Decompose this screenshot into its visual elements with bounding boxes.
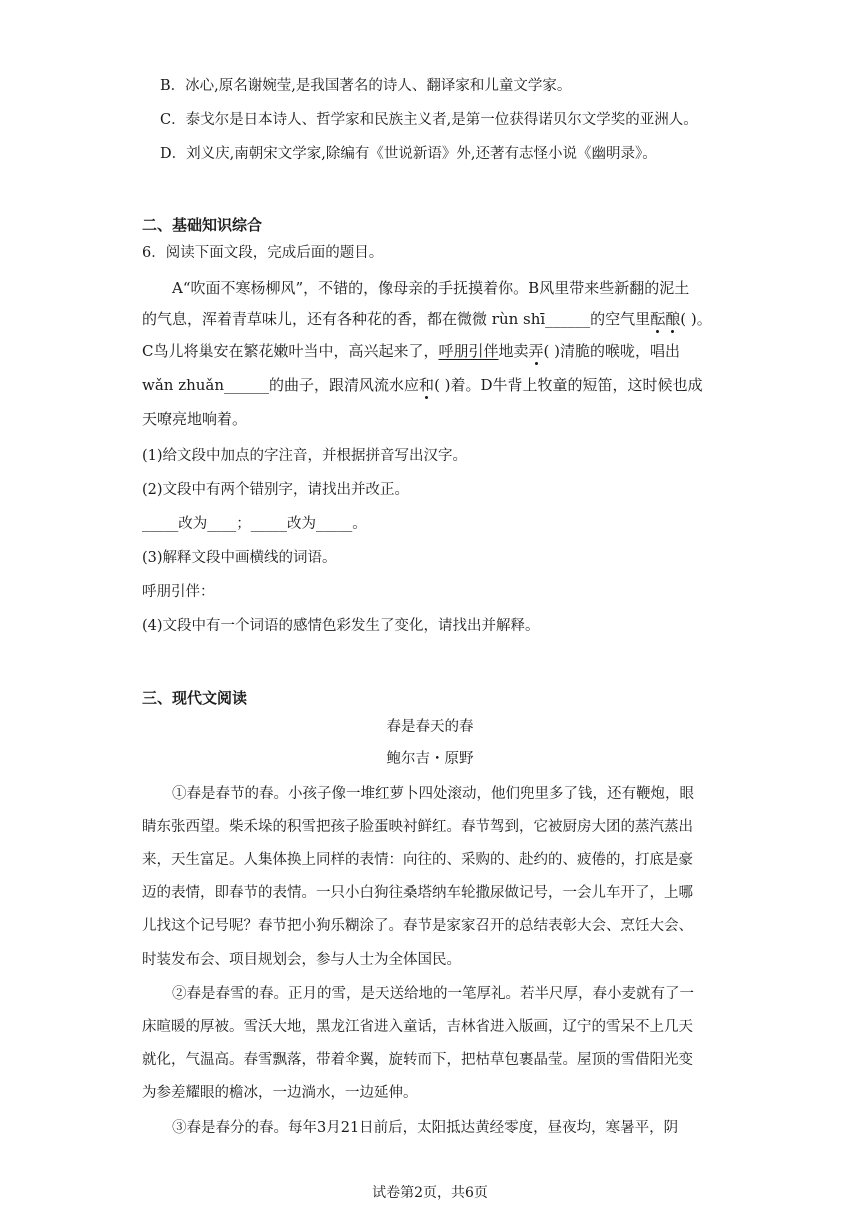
passage-line-2 (142, 308, 712, 329)
dotted-char: 和 (419, 376, 435, 394)
sub-question-3-term: 呼朋引伴： (142, 584, 215, 600)
passage-line-3 (142, 340, 680, 361)
sub-question-1: (1)给文段中加点的字注音，并根据拼音写出汉字。 (142, 448, 468, 464)
paragraph-2-line: ②春是春雪的春。正月的雪，是天送给地的一笔厚礼。若半尺厚，春小麦就有了一 (172, 986, 694, 1002)
sub-question-4: (4)文段中有一个词语的感情色彩发生了变化，请找出并解释。 (142, 618, 540, 634)
paragraph-1-line: 时装发布会、项目规划会，参与人士为全体国民。 (142, 952, 461, 968)
passage-line-4-text: wǎn zhuǎn______的曲子，跟清风流水应 (142, 376, 420, 394)
paragraph-3-line: ③春是春分的春。每年3月21日前后，太阳抵达黄经零度，昼夜均，寒暑平，阴 (172, 1120, 679, 1136)
sub-question-3: (3)解释文段中画横线的词语。 (142, 550, 337, 566)
section-2-heading: 二、基础知识综合 (142, 216, 263, 234)
paragraph-2-line: 就化，气温高。春雪飘落，带着伞翼，旋转而下，把枯草包裹晶莹。屋顶的雪借阳光变 (142, 1052, 693, 1068)
paragraph-1-line: ①春是春节的春。小孩子像一堆红萝卜四处滚动，他们兜里多了钱，还有鞭炮，眼 (172, 786, 694, 802)
paragraph-1-line: 儿找这个记号呢？春节把小狗乐糊涂了。春节是家家召开的总结表彰大会、烹饪大会、 (142, 918, 693, 934)
article-author: 鲍尔吉・原野 (386, 751, 474, 767)
passage-line-2-text: 的气息，浑着青草味儿，还有各种花的香，都在微微 rùn shī______的空气里 (142, 310, 651, 328)
question-6-prompt: 6．阅读下面文段，完成后面的题目。 (142, 245, 384, 261)
dotted-char: 酿 (665, 310, 681, 328)
sub-question-2-blanks: _____改为____；_____改为_____。 (142, 516, 367, 532)
passage-line-3-text: C鸟儿将巢安在繁花嫩叶当中，高兴起来了， (142, 342, 439, 360)
option-d: D．刘义庆,南朝宋文学家,除编有《世说新语》外,还著有志怪小说《幽明录》。 (160, 146, 657, 162)
article-title: 春是春天的春 (386, 719, 474, 735)
dotted-char: 酝 (650, 310, 666, 328)
paragraph-1-line: 睛东张西望。柴禾垛的积雪把孩子脸蛋映衬鲜红。春节驾到，它被厨房大团的蒸汽蒸出 (142, 819, 693, 835)
passage-line-1: A“吹面不寒杨柳风”，不错的，像母亲的手抚摸着你。B风里带来些新翻的泥土 (172, 279, 690, 297)
dotted-char: 弄 (528, 342, 544, 360)
answer-blank: ( )。 (680, 310, 712, 328)
paragraph-1-line: 来，天生富足。人集体换上同样的表情：向往的、采购的、赴约的、疲倦的，打底是豪 (142, 852, 693, 868)
paragraph-1-line: 迈的表情，即春节的表情。一只小白狗往桑塔纳车轮撒尿做记号，一会儿车开了，上哪 (142, 885, 693, 901)
paragraph-2-line: 为参差耀眼的檐冰，一边淌水，一边延伸。 (142, 1085, 418, 1101)
underlined-term: 呼朋引伴 (438, 342, 499, 360)
sub-question-2: (2)文段中有两个错别字，请找出并改正。 (142, 482, 410, 498)
passage-line-4 (142, 374, 703, 395)
passage-text: ( )清脆的喉咙，唱出 (543, 342, 681, 360)
passage-text: ( )着。D牛背上牧童的短笛，这时候也成 (434, 376, 703, 394)
passage-text: 地卖 (498, 342, 529, 360)
paragraph-2-line: 床暄暖的厚被。雪沃大地，黑龙江省进入童话，吉林省进入版画，辽宁的雪呆不上几天 (142, 1019, 693, 1035)
option-c: C．泰戈尔是日本诗人、哲学家和民族主义者,是第一位获得诺贝尔文学奖的亚洲人。 (160, 112, 698, 128)
option-b: B．冰心,原名谢婉莹,是我国著名的诗人、翻译家和儿童文学家。 (160, 78, 572, 94)
page-footer: 试卷第2页，共6页 (372, 1185, 488, 1201)
passage-line-5: 天嘹亮地响着。 (142, 410, 248, 428)
section-3-heading: 三、现代文阅读 (142, 689, 248, 707)
